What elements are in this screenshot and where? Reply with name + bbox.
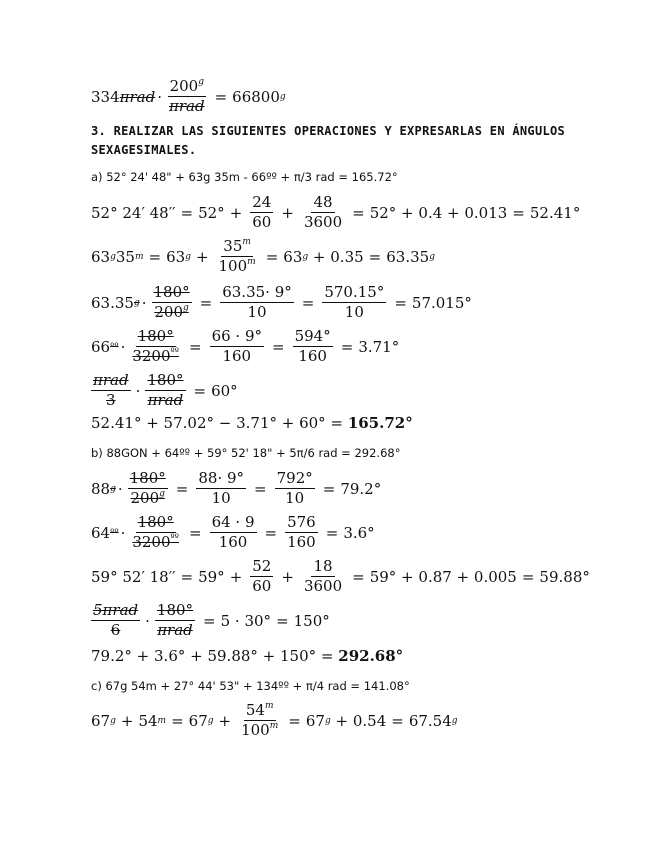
math-text: 63 bbox=[166, 247, 186, 266]
math-text: 160 bbox=[298, 347, 327, 365]
math-text: 66 bbox=[91, 337, 111, 356]
fraction bbox=[285, 514, 318, 551]
math-text: 52° + 0.4 + 0.013 bbox=[369, 203, 508, 222]
fraction: $\frac{180^\circ}{3200^{ºº}}$ bbox=[132, 327, 179, 365]
math-text: πrad bbox=[93, 371, 129, 389]
math-text: 54 bbox=[245, 701, 265, 719]
math-text: 60° bbox=[211, 381, 238, 400]
math-text: 64 · 9 bbox=[211, 513, 255, 531]
math-text: 3200 bbox=[132, 347, 171, 365]
math-text: 60 bbox=[252, 213, 272, 231]
math-text: πrad bbox=[157, 621, 193, 639]
math-text: 10 bbox=[344, 303, 364, 321]
math-text: 576 bbox=[287, 513, 316, 531]
math-text: 3600 bbox=[303, 213, 343, 231]
part-a-line-4: 66 ºº · $\frac{180^\circ}{3200^{ºº}}$ = $\frac{66 \cdot 9^\circ}{160}$ = $\frac{594^\circ}{160}$ = 3.71° bbox=[91, 327, 400, 365]
math-text: 63.35 bbox=[386, 247, 430, 266]
math-text: 160 bbox=[222, 347, 252, 365]
math-text: 292.68° bbox=[338, 647, 404, 665]
math-text: 10 bbox=[211, 489, 231, 507]
math-text: 180° bbox=[147, 371, 184, 389]
fraction bbox=[250, 194, 273, 231]
conversion-line-0: 334 πrad · $\frac{200^g}{\text{πrad}}$ = 66800 g bbox=[91, 77, 286, 115]
math-text: 200 bbox=[154, 303, 183, 321]
fraction bbox=[145, 372, 185, 409]
fraction bbox=[167, 78, 207, 115]
math-text: 334 bbox=[91, 87, 120, 106]
fraction bbox=[196, 470, 246, 507]
fraction bbox=[302, 558, 344, 595]
math-text: 100 bbox=[241, 721, 270, 739]
math-text: 10 bbox=[285, 489, 305, 507]
math-text: 3200 bbox=[132, 533, 171, 551]
math-text: 792° bbox=[276, 469, 313, 487]
fraction bbox=[322, 284, 386, 321]
part-c-label: c) 67g 54m + 27° 44' 53" + 134ºº + π/4 rad = 141.08° bbox=[91, 679, 410, 693]
math-text: 180° bbox=[156, 601, 194, 619]
fraction bbox=[91, 602, 140, 639]
math-text: 59° + 0.87 + 0.005 bbox=[369, 567, 517, 586]
math-text: 200 bbox=[169, 77, 199, 95]
math-text: 66 · 9° bbox=[211, 327, 263, 345]
math-text: 180° bbox=[137, 327, 174, 345]
math-text: 67 bbox=[305, 711, 325, 730]
part-a-line-5: $\frac{\text{πrad}}{3}$ · $\frac{180^\circ}{\text{πrad}}$ = 60° bbox=[93, 371, 238, 409]
math-text: πrad bbox=[119, 87, 156, 106]
math-text: 5 · 30° bbox=[220, 611, 272, 630]
math-text: 165.72° bbox=[347, 414, 413, 432]
part-a-sum bbox=[91, 414, 413, 432]
math-text: 88· 9° bbox=[198, 469, 245, 487]
part-b-label: b) 88GON + 64ºº + 59° 52' 18" + 5π/6 rad = 292.68° bbox=[91, 446, 401, 460]
math-text: 52° bbox=[198, 203, 225, 222]
part-b-line-2: 64 ºº · $\frac{180^\circ}{3200^{ºº}}$ = $\frac{64 \cdot 9}{160}$ = $\frac{576}{160}$ = 3.6° bbox=[91, 513, 375, 551]
fraction bbox=[210, 514, 257, 551]
fraction bbox=[250, 558, 273, 595]
math-text: 180° bbox=[153, 283, 190, 301]
fraction: $\frac{54^m}{100^m}$ bbox=[241, 701, 279, 739]
math-text: 594° bbox=[294, 327, 331, 345]
part-b-line-1: 88 g · $\frac{180^\circ}{200^g}$ = $\frac{88\cdot 9^\circ}{10}$ = $\frac{792^\circ}{10}$ = 79.2° bbox=[91, 469, 382, 507]
math-text: 3 bbox=[106, 391, 116, 409]
fraction: $\frac{180^\circ}{200^g}$ bbox=[129, 469, 166, 507]
math-text: 59° bbox=[198, 567, 225, 586]
math-text: 3.6° bbox=[343, 523, 375, 542]
part-a-line-3: 63.35 g · $\frac{180^\circ}{200^g}$ = $\frac{63.35\cdot 9^\circ}{10}$ = $\frac{570.15^\circ}{10}$ = 57.015° bbox=[91, 283, 472, 321]
fraction bbox=[302, 194, 344, 231]
math-text: 24 bbox=[252, 193, 272, 211]
math-text: + 0.35 bbox=[312, 247, 364, 266]
math-text: 63 bbox=[283, 247, 303, 266]
math-text: 67 bbox=[91, 711, 111, 730]
math-text: πrad bbox=[147, 391, 184, 409]
math-text: 3600 bbox=[303, 577, 343, 595]
fraction bbox=[155, 602, 195, 639]
math-text: 88 bbox=[91, 479, 111, 498]
part-a-line-1: 52° 24′ 48′′ = 52° + $\frac{24}{60}$ + $\frac{48}{3600}$ = 52° + 0.4 + 0.013 = 52.41° bbox=[91, 193, 581, 231]
part-b-line-4: $\frac{\text{5πrad}}{6}$ · $\frac{180^\circ}{\text{πrad}}$ = 5 · 30° = 150° bbox=[93, 601, 330, 639]
math-text: 67.54 bbox=[408, 711, 452, 730]
fraction: $\frac{35^m}{100^m}$ bbox=[218, 237, 256, 275]
fraction bbox=[293, 328, 333, 365]
fraction: $\frac{180^\circ}{200^g}$ bbox=[153, 283, 190, 321]
fraction bbox=[220, 284, 294, 321]
math-text: 180° bbox=[129, 469, 166, 487]
math-text: 60 bbox=[252, 577, 272, 595]
math-text: 79.2° + 3.6° + 59.88° + 150° = bbox=[91, 647, 334, 665]
math-text: 63.35 bbox=[91, 293, 134, 312]
math-text: 52.41° + 57.02° − 3.71° + 60° = bbox=[91, 414, 344, 432]
math-text: 52.41° bbox=[529, 203, 581, 222]
fraction: $\frac{180^\circ}{3200^{ºº}}$ bbox=[132, 513, 179, 551]
math-text: 66800 bbox=[232, 87, 280, 106]
math-text: 52 bbox=[252, 557, 272, 575]
math-text: 160 bbox=[287, 533, 316, 551]
math-text: 48 bbox=[313, 193, 333, 211]
math-text: 35 bbox=[223, 237, 243, 255]
math-text: 150° bbox=[293, 611, 330, 630]
math-text: 10 bbox=[247, 303, 267, 321]
math-text: 35 bbox=[115, 247, 135, 266]
math-text: 52° 24′ 48′′ bbox=[91, 203, 176, 222]
part-b-line-3: 59° 52′ 18′′ = 59° + $\frac{52}{60}$ + $\frac{18}{3600}$ = 59° + 0.87 + 0.005 = 59.88° bbox=[91, 557, 590, 595]
math-text: πrad bbox=[169, 97, 205, 115]
math-text: 63 bbox=[91, 247, 111, 266]
math-text: 54 bbox=[138, 711, 158, 730]
fraction bbox=[91, 372, 131, 409]
math-text: 5πrad bbox=[93, 601, 139, 619]
part-a-line-2: 63 g 35 m = 63 g + $\frac{35^m}{100^m}$ = 63 g + 0.35 = 63.35 g bbox=[91, 237, 435, 275]
fraction bbox=[275, 470, 315, 507]
part-c-line-1: 67 g + 54 m = 67 g + $\frac{54^m}{100^m}$ = 67 g + 0.54 = 67.54 g bbox=[91, 701, 458, 739]
math-text: 3.71° bbox=[358, 337, 400, 356]
math-text: 6 bbox=[110, 621, 121, 639]
math-text: 570.15° bbox=[324, 283, 385, 301]
math-text: 63.35· 9° bbox=[222, 283, 292, 301]
math-text: 59° 52′ 18′′ bbox=[91, 567, 176, 586]
math-text: 160 bbox=[218, 533, 248, 551]
fraction bbox=[210, 328, 264, 365]
math-text: 57.015° bbox=[411, 293, 472, 312]
part-b-sum bbox=[91, 647, 403, 665]
section-heading: 3. REALIZAR LAS SIGUIENTES OPERACIONES Y EXPRESARLAS EN ÁNGULOS SEXAGESIMALES. bbox=[91, 124, 566, 157]
math-text: 64 bbox=[91, 523, 111, 542]
math-text: 18 bbox=[313, 557, 333, 575]
math-text: 180° bbox=[137, 513, 174, 531]
math-text: 200 bbox=[130, 489, 160, 507]
math-text: + 0.54 bbox=[335, 711, 387, 730]
math-text: g bbox=[198, 77, 204, 87]
part-a-label: a) 52° 24' 48" + 63g 35m - 66ºº + π/3 rad = 165.72° bbox=[91, 170, 398, 184]
math-text: 100 bbox=[218, 257, 248, 275]
math-text: 59.88° bbox=[539, 567, 590, 586]
math-text: 67 bbox=[188, 711, 208, 730]
math-text: 79.2° bbox=[340, 479, 382, 498]
